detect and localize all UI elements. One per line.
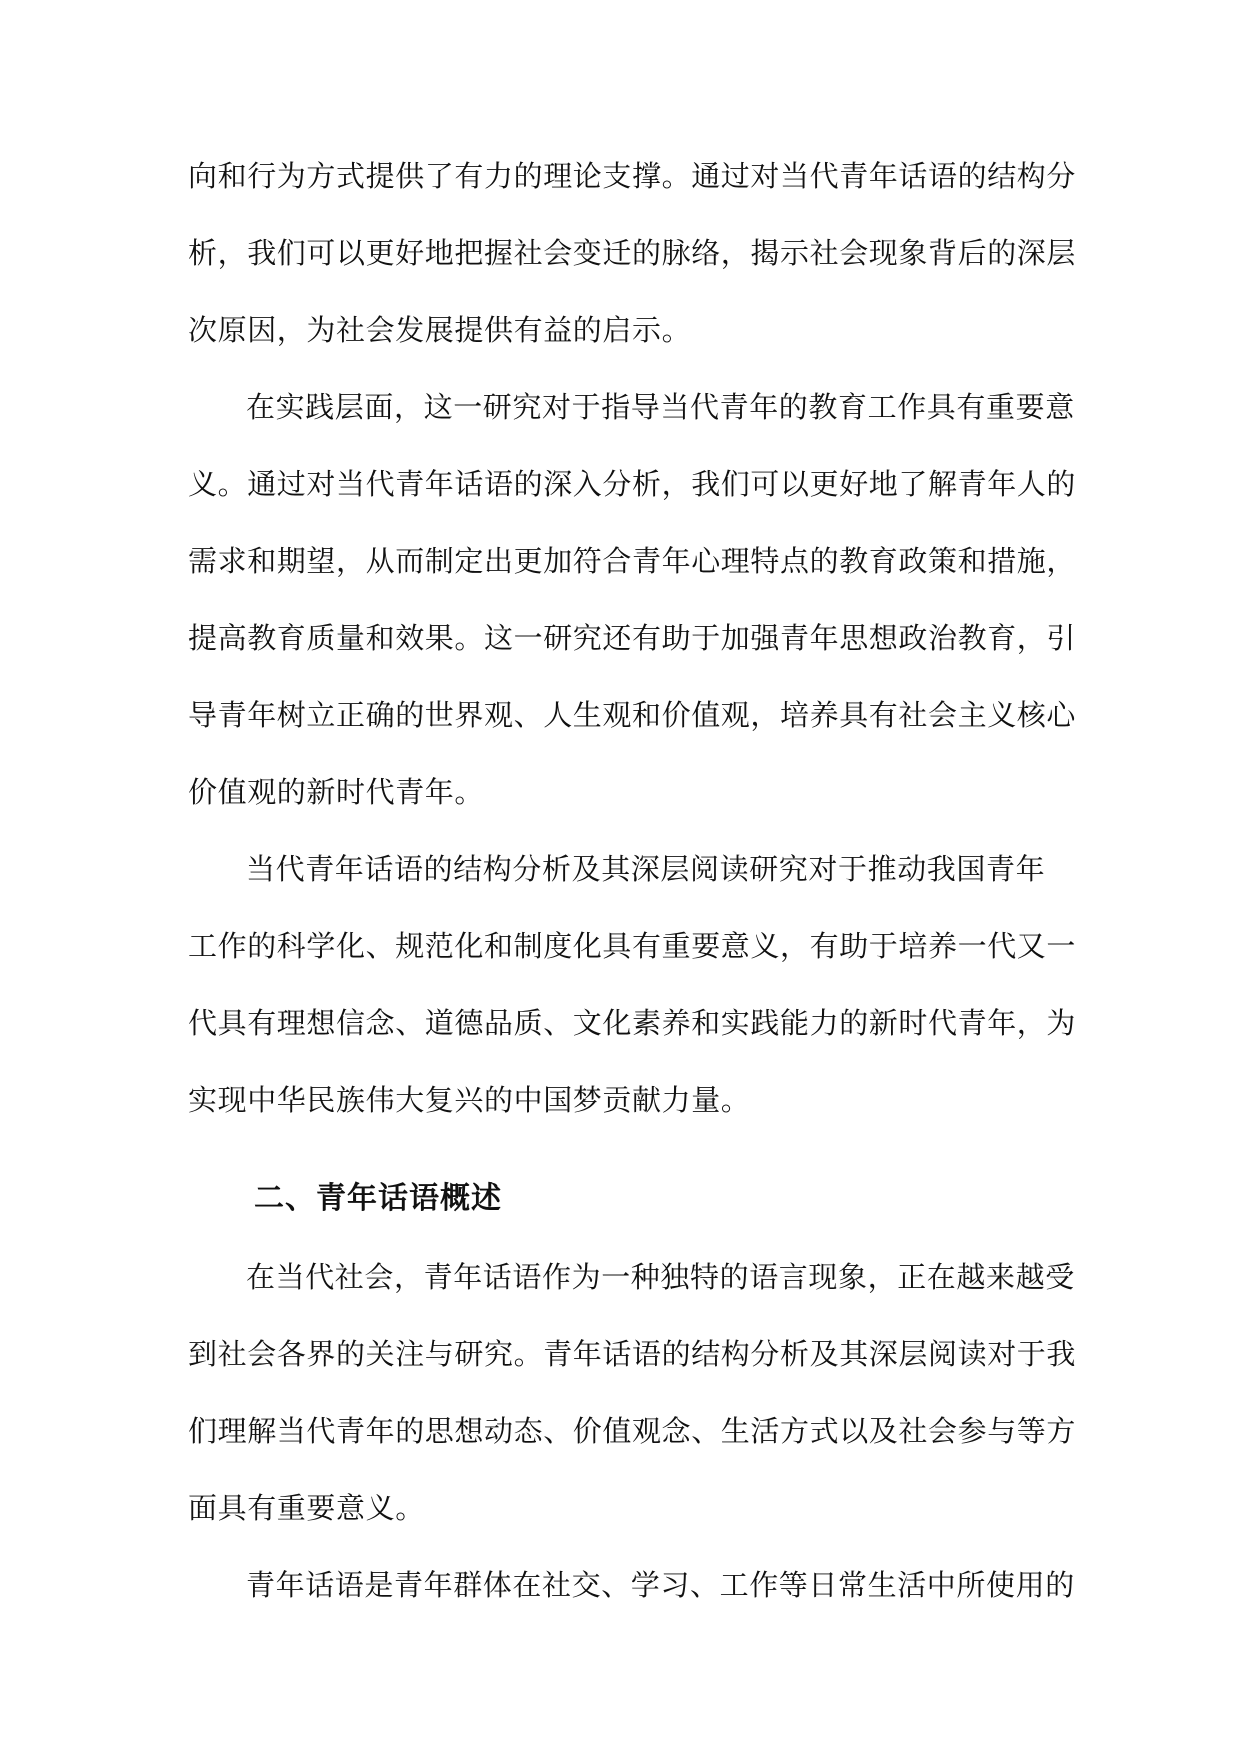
- text-line: 实现中华民族伟大复兴的中国梦贡献力量。: [188, 1083, 751, 1117]
- paragraph-theory-support: [188, 138, 1077, 369]
- text-line: 在实践层面，这一研究对于指导当代青年的教育工作具有重要意: [246, 390, 1075, 424]
- text-line: 导青年树立正确的世界观、人生观和价值观，培养具有社会主义核心: [188, 698, 1077, 732]
- text-line: 工作的科学化、规范化和制度化具有重要意义，有助于培养一代又一: [188, 929, 1077, 963]
- paragraph-practice-level: [188, 369, 1077, 831]
- text-line: 需求和期望，从而制定出更加符合青年心理特点的教育政策和措施，: [188, 544, 1077, 578]
- text-line: 面具有重要意义。: [188, 1491, 425, 1525]
- text-line: 义。通过对当代青年话语的深入分析，我们可以更好地了解青年人的: [188, 467, 1077, 501]
- document-body: [188, 138, 1077, 1624]
- text-line: 在当代社会，青年话语作为一种独特的语言现象，正在越来越受: [246, 1260, 1075, 1294]
- text-line: 向和行为方式提供了有力的理论支撑。通过对当代青年话语的结构分: [188, 159, 1077, 193]
- paragraph-youth-discourse-intro: [188, 1239, 1077, 1547]
- text-line: 价值观的新时代青年。: [188, 775, 485, 809]
- paragraph-significance: [188, 831, 1077, 1139]
- text-line: 们理解当代青年的思想动态、价值观念、生活方式以及社会参与等方: [188, 1414, 1077, 1448]
- text-line: 次原因，为社会发展提供有益的启示。: [188, 313, 692, 347]
- text-line: 代具有理想信念、道德品质、文化素养和实践能力的新时代青年，为: [188, 1006, 1077, 1040]
- text-line: 提高教育质量和效果。这一研究还有助于加强青年思想政治教育，引: [188, 621, 1077, 655]
- text-line: 到社会各界的关注与研究。青年话语的结构分析及其深层阅读对于我: [188, 1337, 1077, 1371]
- text-line: 析，我们可以更好地把握社会变迁的脉络，揭示社会现象背后的深层: [188, 236, 1077, 270]
- text-line: 当代青年话语的结构分析及其深层阅读研究对于推动我国青年: [246, 852, 1046, 886]
- paragraph-youth-discourse-definition: [188, 1547, 1075, 1624]
- text-line: 青年话语是青年群体在社交、学习、工作等日常生活中所使用的: [246, 1568, 1075, 1602]
- section-heading: 二、青年话语概述: [254, 1181, 502, 1216]
